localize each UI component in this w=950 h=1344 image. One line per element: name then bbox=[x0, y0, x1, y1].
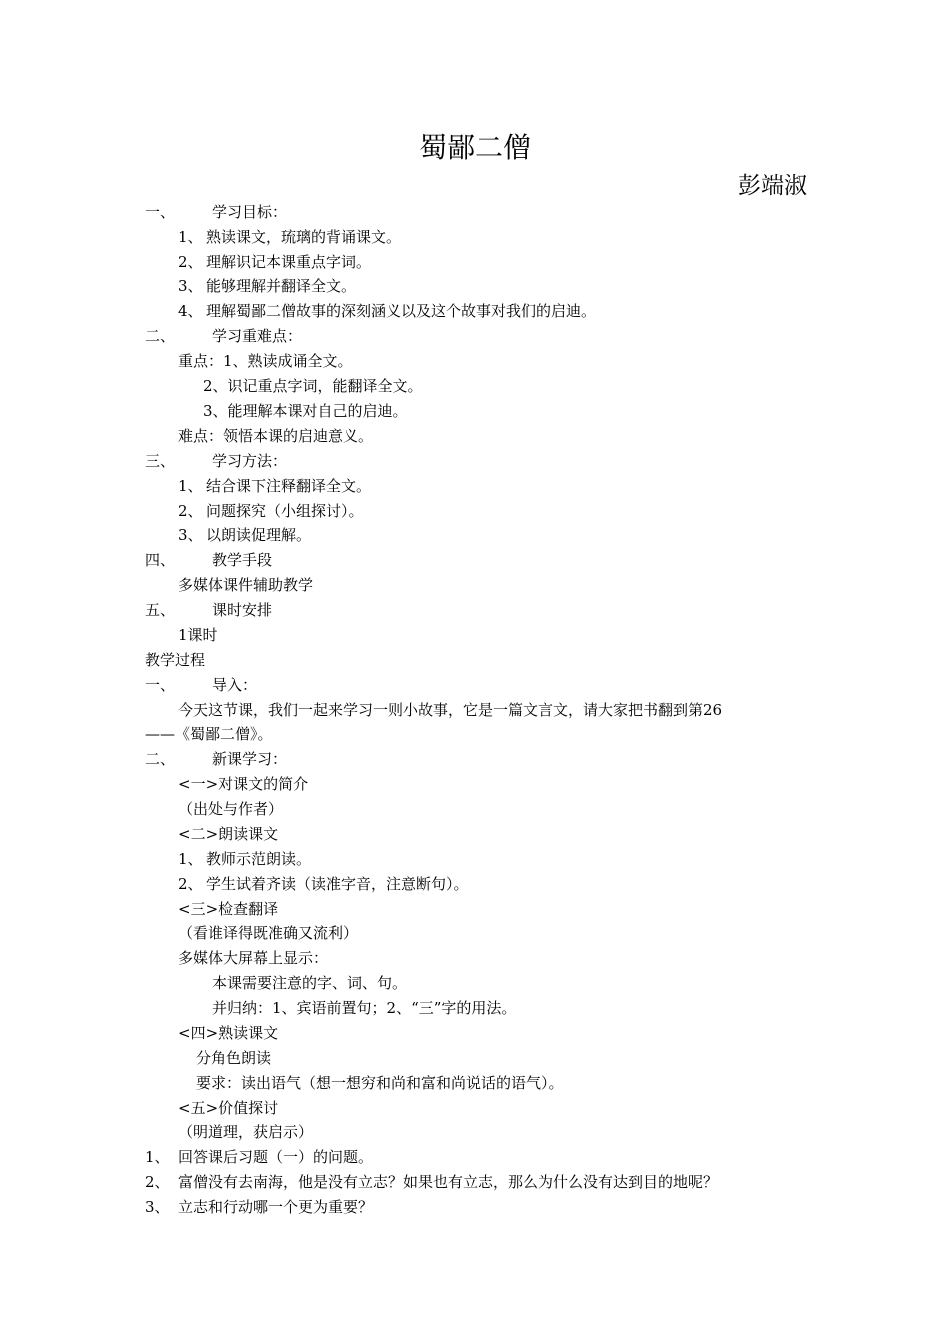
question-item: 3、 立志和行动哪一个更为重要？ bbox=[145, 1198, 374, 1216]
subsection-title: <四>熟读课文 bbox=[178, 1024, 279, 1042]
section-heading bbox=[145, 450, 287, 472]
section-heading bbox=[145, 748, 287, 770]
paragraph-line: ——《蜀鄙二僧》。 bbox=[145, 725, 273, 743]
difficult-point: 难点：领悟本课的启迪意义。 bbox=[178, 427, 374, 445]
paragraph-line: 要求：读出语气（想一想穷和尚和富和尚说话的语气）。 bbox=[196, 1074, 564, 1092]
section-number: 二、 bbox=[145, 327, 176, 345]
section-heading bbox=[145, 325, 302, 347]
section-title: 学习目标： bbox=[212, 203, 288, 221]
section-title: 导入： bbox=[212, 676, 258, 694]
section-number: 三、 bbox=[145, 452, 176, 470]
section-number: 四、 bbox=[145, 551, 176, 569]
section-number: 五、 bbox=[145, 601, 176, 619]
section-number: 一、 bbox=[145, 676, 176, 694]
list-item: 1、 熟读课文，琉璃的背诵课文。 bbox=[178, 228, 402, 246]
list-item: 1、 教师示范朗读。 bbox=[178, 850, 312, 868]
section-heading bbox=[145, 549, 272, 571]
document-author: 彭端淑 bbox=[738, 173, 807, 199]
paragraph-line: 本课需要注意的字、词、句。 bbox=[212, 974, 408, 992]
list-item: 3、 能够理解并翻译全文。 bbox=[178, 277, 357, 295]
section-heading bbox=[145, 599, 272, 621]
list-item: 1、 结合课下注释翻译全文。 bbox=[178, 477, 372, 495]
section-title: 学习重难点： bbox=[212, 327, 303, 345]
section-title: 教学手段 bbox=[212, 551, 273, 569]
paragraph-line: 并归纳：1、宾语前置句；2、“三”字的用法。 bbox=[212, 999, 517, 1017]
subsection-note: （出处与作者） bbox=[178, 800, 284, 818]
section-number: 二、 bbox=[145, 750, 176, 768]
subsection-title: <一>对课文的简介 bbox=[178, 775, 309, 793]
question-item: 1、 回答课后习题（一）的问题。 bbox=[145, 1148, 374, 1166]
subsection-note: （明道理，获启示） bbox=[178, 1123, 314, 1141]
section-body: 1课时 bbox=[178, 626, 218, 644]
document-title: 蜀鄙二僧 bbox=[418, 131, 531, 164]
list-item: 4、 理解蜀鄙二僧故事的深刻涵义以及这个故事对我们的启迪。 bbox=[178, 302, 597, 320]
list-item: 2、 理解识记本课重点字词。 bbox=[178, 253, 372, 271]
section-heading bbox=[145, 201, 287, 223]
section-title: 新课学习： bbox=[212, 750, 288, 768]
section-body: 多媒体课件辅助教学 bbox=[178, 576, 314, 594]
subsection-title: <五>价值探讨 bbox=[178, 1099, 279, 1117]
key-point: 重点：1、熟读成诵全文。 bbox=[178, 352, 353, 370]
list-item: 2、 问题探究（小组探讨）。 bbox=[178, 502, 364, 520]
list-item: 3、 以朗读促理解。 bbox=[178, 526, 312, 544]
section-heading bbox=[145, 674, 257, 696]
section-title: 学习方法： bbox=[212, 452, 288, 470]
subsection-note: （看谁译得既准确又流利） bbox=[178, 924, 359, 942]
section-number: 一、 bbox=[145, 203, 176, 221]
process-heading: 教学过程 bbox=[145, 651, 206, 669]
paragraph-line: 多媒体大屏幕上显示： bbox=[178, 949, 329, 967]
list-item: 2、 学生试着齐读（读准字音，注意断句）。 bbox=[178, 875, 469, 893]
subsection-title: <三>检查翻译 bbox=[178, 900, 279, 918]
key-point: 2、识记重点字词，能翻译全文。 bbox=[203, 377, 423, 395]
key-point: 3、能理解本课对自己的启迪。 bbox=[203, 402, 408, 420]
subsection-title: <二>朗读课文 bbox=[178, 825, 279, 843]
question-item: 2、 富僧没有去南海，他是没有立志？如果也有立志，那么为什么没有达到目的地呢？ bbox=[145, 1173, 719, 1191]
section-title: 课时安排 bbox=[212, 601, 273, 619]
paragraph-line: 今天这节课，我们一起来学习一则小故事，它是一篇文言文，请大家把书翻到第26 bbox=[178, 701, 723, 719]
paragraph-line: 分角色朗读 bbox=[196, 1049, 272, 1067]
